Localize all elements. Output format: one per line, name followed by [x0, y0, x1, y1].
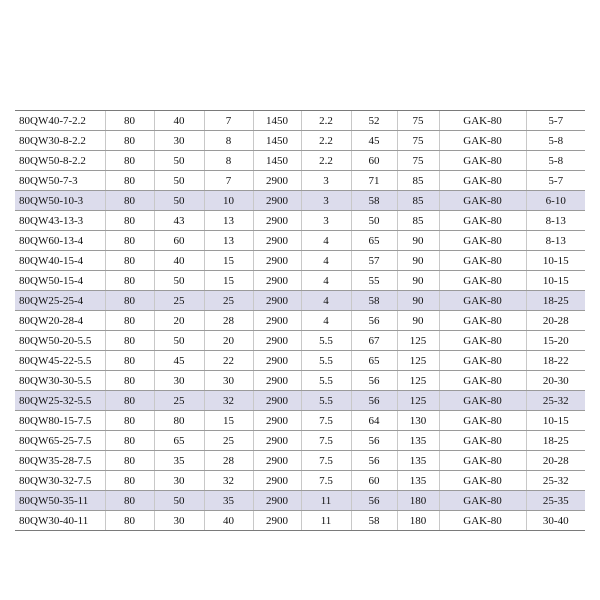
cell-col-6: 4 [301, 291, 351, 311]
model-cell: 80QW30-8-2.2 [15, 131, 105, 151]
cell-col-8: 90 [397, 251, 439, 271]
cell-col-9: GAK-80 [439, 391, 526, 411]
cell-col-10: 25-35 [526, 491, 585, 511]
cell-col-5: 2900 [253, 191, 301, 211]
cell-col-7: 52 [351, 111, 397, 131]
model-cell: 80QW65-25-7.5 [15, 431, 105, 451]
cell-col-2: 80 [105, 391, 154, 411]
cell-col-2: 80 [105, 151, 154, 171]
table-row [15, 351, 585, 371]
cell-col-7: 67 [351, 331, 397, 351]
cell-col-6: 11 [301, 511, 351, 531]
cell-col-5: 2900 [253, 311, 301, 331]
cell-col-6: 7.5 [301, 451, 351, 471]
table-row [15, 431, 585, 451]
cell-col-8: 90 [397, 311, 439, 331]
cell-col-3: 60 [154, 231, 204, 251]
cell-col-3: 50 [154, 171, 204, 191]
cell-col-4: 8 [204, 131, 253, 151]
cell-col-8: 135 [397, 431, 439, 451]
cell-col-8: 90 [397, 231, 439, 251]
model-cell: 80QW80-15-7.5 [15, 411, 105, 431]
cell-col-2: 80 [105, 351, 154, 371]
cell-col-8: 75 [397, 131, 439, 151]
cell-col-2: 80 [105, 231, 154, 251]
cell-col-10: 5-8 [526, 151, 585, 171]
cell-col-9: GAK-80 [439, 131, 526, 151]
cell-col-5: 2900 [253, 431, 301, 451]
cell-col-6: 7.5 [301, 411, 351, 431]
cell-col-9: GAK-80 [439, 171, 526, 191]
model-cell: 80QW30-40-11 [15, 511, 105, 531]
cell-col-10: 20-28 [526, 451, 585, 471]
cell-col-4: 15 [204, 411, 253, 431]
cell-col-8: 90 [397, 271, 439, 291]
cell-col-4: 20 [204, 331, 253, 351]
cell-col-3: 50 [154, 331, 204, 351]
cell-col-8: 180 [397, 511, 439, 531]
table-row [15, 391, 585, 411]
cell-col-3: 35 [154, 451, 204, 471]
cell-col-8: 90 [397, 291, 439, 311]
cell-col-4: 32 [204, 391, 253, 411]
cell-col-6: 11 [301, 491, 351, 511]
cell-col-4: 15 [204, 271, 253, 291]
cell-col-2: 80 [105, 491, 154, 511]
cell-col-7: 56 [351, 491, 397, 511]
cell-col-10: 8-13 [526, 231, 585, 251]
cell-col-2: 80 [105, 331, 154, 351]
cell-col-5: 1450 [253, 111, 301, 131]
cell-col-3: 50 [154, 191, 204, 211]
cell-col-7: 58 [351, 291, 397, 311]
cell-col-8: 180 [397, 491, 439, 511]
cell-col-6: 5.5 [301, 391, 351, 411]
cell-col-4: 35 [204, 491, 253, 511]
cell-col-10: 20-30 [526, 371, 585, 391]
table-row [15, 111, 585, 131]
cell-col-9: GAK-80 [439, 271, 526, 291]
cell-col-3: 40 [154, 111, 204, 131]
cell-col-5: 2900 [253, 291, 301, 311]
cell-col-2: 80 [105, 291, 154, 311]
cell-col-8: 125 [397, 371, 439, 391]
cell-col-6: 2.2 [301, 151, 351, 171]
cell-col-2: 80 [105, 131, 154, 151]
cell-col-3: 80 [154, 411, 204, 431]
cell-col-10: 20-28 [526, 311, 585, 331]
cell-col-4: 25 [204, 431, 253, 451]
cell-col-5: 2900 [253, 271, 301, 291]
cell-col-5: 2900 [253, 211, 301, 231]
cell-col-3: 50 [154, 491, 204, 511]
table-row [15, 291, 585, 311]
cell-col-10: 18-25 [526, 431, 585, 451]
table-row [15, 271, 585, 291]
table-row [15, 331, 585, 351]
cell-col-4: 7 [204, 111, 253, 131]
cell-col-9: GAK-80 [439, 251, 526, 271]
cell-col-7: 65 [351, 351, 397, 371]
cell-col-3: 45 [154, 351, 204, 371]
cell-col-7: 71 [351, 171, 397, 191]
cell-col-9: GAK-80 [439, 191, 526, 211]
cell-col-9: GAK-80 [439, 371, 526, 391]
cell-col-5: 2900 [253, 411, 301, 431]
cell-col-10: 5-8 [526, 131, 585, 151]
cell-col-9: GAK-80 [439, 151, 526, 171]
cell-col-7: 56 [351, 311, 397, 331]
cell-col-4: 30 [204, 371, 253, 391]
model-cell: 80QW30-32-7.5 [15, 471, 105, 491]
cell-col-3: 30 [154, 371, 204, 391]
cell-col-2: 80 [105, 251, 154, 271]
model-cell: 80QW25-25-4 [15, 291, 105, 311]
cell-col-2: 80 [105, 471, 154, 491]
cell-col-3: 65 [154, 431, 204, 451]
cell-col-5: 2900 [253, 371, 301, 391]
cell-col-6: 7.5 [301, 471, 351, 491]
cell-col-8: 75 [397, 151, 439, 171]
cell-col-4: 28 [204, 311, 253, 331]
cell-col-4: 22 [204, 351, 253, 371]
cell-col-4: 8 [204, 151, 253, 171]
cell-col-10: 25-32 [526, 471, 585, 491]
cell-col-9: GAK-80 [439, 511, 526, 531]
cell-col-10: 18-25 [526, 291, 585, 311]
cell-col-9: GAK-80 [439, 471, 526, 491]
cell-col-7: 45 [351, 131, 397, 151]
cell-col-2: 80 [105, 451, 154, 471]
model-cell: 80QW40-15-4 [15, 251, 105, 271]
cell-col-6: 3 [301, 171, 351, 191]
cell-col-6: 2.2 [301, 111, 351, 131]
model-cell: 80QW20-28-4 [15, 311, 105, 331]
cell-col-3: 50 [154, 271, 204, 291]
cell-col-10: 18-22 [526, 351, 585, 371]
cell-col-4: 32 [204, 471, 253, 491]
table-row [15, 191, 585, 211]
cell-col-9: GAK-80 [439, 351, 526, 371]
table-row [15, 451, 585, 471]
cell-col-8: 130 [397, 411, 439, 431]
cell-col-2: 80 [105, 271, 154, 291]
cell-col-6: 4 [301, 311, 351, 331]
cell-col-7: 56 [351, 371, 397, 391]
table-row [15, 171, 585, 191]
cell-col-10: 5-7 [526, 111, 585, 131]
cell-col-3: 20 [154, 311, 204, 331]
cell-col-6: 3 [301, 191, 351, 211]
cell-col-7: 50 [351, 211, 397, 231]
cell-col-7: 55 [351, 271, 397, 291]
pump-spec-table [15, 110, 585, 531]
cell-col-2: 80 [105, 111, 154, 131]
cell-col-2: 80 [105, 371, 154, 391]
cell-col-5: 2900 [253, 491, 301, 511]
model-cell: 80QW40-7-2.2 [15, 111, 105, 131]
cell-col-8: 85 [397, 191, 439, 211]
model-cell: 80QW25-32-5.5 [15, 391, 105, 411]
cell-col-6: 7.5 [301, 431, 351, 451]
cell-col-7: 56 [351, 431, 397, 451]
cell-col-7: 56 [351, 391, 397, 411]
cell-col-5: 1450 [253, 131, 301, 151]
cell-col-9: GAK-80 [439, 411, 526, 431]
cell-col-10: 10-15 [526, 271, 585, 291]
cell-col-2: 80 [105, 171, 154, 191]
cell-col-2: 80 [105, 311, 154, 331]
cell-col-10: 10-15 [526, 251, 585, 271]
table-row [15, 231, 585, 251]
cell-col-5: 2900 [253, 251, 301, 271]
cell-col-9: GAK-80 [439, 111, 526, 131]
cell-col-7: 60 [351, 471, 397, 491]
cell-col-8: 85 [397, 171, 439, 191]
model-cell: 80QW45-22-5.5 [15, 351, 105, 371]
cell-col-10: 10-15 [526, 411, 585, 431]
cell-col-7: 60 [351, 151, 397, 171]
table-row [15, 491, 585, 511]
cell-col-4: 40 [204, 511, 253, 531]
cell-col-10: 30-40 [526, 511, 585, 531]
cell-col-4: 15 [204, 251, 253, 271]
cell-col-9: GAK-80 [439, 451, 526, 471]
cell-col-2: 80 [105, 511, 154, 531]
model-cell: 80QW30-30-5.5 [15, 371, 105, 391]
cell-col-7: 58 [351, 191, 397, 211]
cell-col-9: GAK-80 [439, 311, 526, 331]
model-cell: 80QW50-7-3 [15, 171, 105, 191]
model-cell: 80QW60-13-4 [15, 231, 105, 251]
cell-col-3: 30 [154, 511, 204, 531]
cell-col-10: 5-7 [526, 171, 585, 191]
cell-col-6: 4 [301, 231, 351, 251]
table-row [15, 131, 585, 151]
cell-col-8: 85 [397, 211, 439, 231]
cell-col-8: 125 [397, 391, 439, 411]
table-row [15, 471, 585, 491]
table-body [15, 111, 585, 531]
cell-col-9: GAK-80 [439, 331, 526, 351]
model-cell: 80QW35-28-7.5 [15, 451, 105, 471]
model-cell: 80QW50-15-4 [15, 271, 105, 291]
cell-col-3: 25 [154, 291, 204, 311]
cell-col-5: 2900 [253, 331, 301, 351]
cell-col-9: GAK-80 [439, 291, 526, 311]
cell-col-6: 3 [301, 211, 351, 231]
cell-col-6: 2.2 [301, 131, 351, 151]
table-row [15, 411, 585, 431]
table-row [15, 251, 585, 271]
cell-col-5: 1450 [253, 151, 301, 171]
cell-col-3: 50 [154, 151, 204, 171]
cell-col-6: 5.5 [301, 371, 351, 391]
cell-col-5: 2900 [253, 391, 301, 411]
cell-col-4: 7 [204, 171, 253, 191]
cell-col-8: 125 [397, 351, 439, 371]
cell-col-5: 2900 [253, 471, 301, 491]
cell-col-4: 13 [204, 231, 253, 251]
cell-col-8: 75 [397, 111, 439, 131]
cell-col-9: GAK-80 [439, 491, 526, 511]
model-cell: 80QW50-10-3 [15, 191, 105, 211]
cell-col-9: GAK-80 [439, 231, 526, 251]
cell-col-6: 4 [301, 251, 351, 271]
cell-col-4: 25 [204, 291, 253, 311]
table-row [15, 151, 585, 171]
table-row [15, 371, 585, 391]
cell-col-3: 40 [154, 251, 204, 271]
cell-col-2: 80 [105, 211, 154, 231]
cell-col-4: 28 [204, 451, 253, 471]
cell-col-9: GAK-80 [439, 211, 526, 231]
table-row [15, 311, 585, 331]
cell-col-2: 80 [105, 191, 154, 211]
cell-col-7: 58 [351, 511, 397, 531]
model-cell: 80QW50-8-2.2 [15, 151, 105, 171]
cell-col-2: 80 [105, 431, 154, 451]
cell-col-10: 25-32 [526, 391, 585, 411]
cell-col-6: 5.5 [301, 351, 351, 371]
cell-col-3: 25 [154, 391, 204, 411]
model-cell: 80QW50-20-5.5 [15, 331, 105, 351]
cell-col-7: 57 [351, 251, 397, 271]
cell-col-9: GAK-80 [439, 431, 526, 451]
cell-col-4: 13 [204, 211, 253, 231]
cell-col-5: 2900 [253, 351, 301, 371]
cell-col-8: 135 [397, 451, 439, 471]
model-cell: 80QW43-13-3 [15, 211, 105, 231]
cell-col-8: 135 [397, 471, 439, 491]
table-row [15, 211, 585, 231]
cell-col-8: 125 [397, 331, 439, 351]
cell-col-7: 56 [351, 451, 397, 471]
cell-col-10: 6-10 [526, 191, 585, 211]
table-row [15, 511, 585, 531]
cell-col-7: 64 [351, 411, 397, 431]
cell-col-6: 4 [301, 271, 351, 291]
cell-col-10: 15-20 [526, 331, 585, 351]
cell-col-7: 65 [351, 231, 397, 251]
cell-col-3: 43 [154, 211, 204, 231]
cell-col-6: 5.5 [301, 331, 351, 351]
cell-col-5: 2900 [253, 451, 301, 471]
cell-col-5: 2900 [253, 171, 301, 191]
model-cell: 80QW50-35-11 [15, 491, 105, 511]
cell-col-5: 2900 [253, 231, 301, 251]
cell-col-4: 10 [204, 191, 253, 211]
cell-col-3: 30 [154, 471, 204, 491]
cell-col-5: 2900 [253, 511, 301, 531]
cell-col-10: 8-13 [526, 211, 585, 231]
cell-col-2: 80 [105, 411, 154, 431]
cell-col-3: 30 [154, 131, 204, 151]
